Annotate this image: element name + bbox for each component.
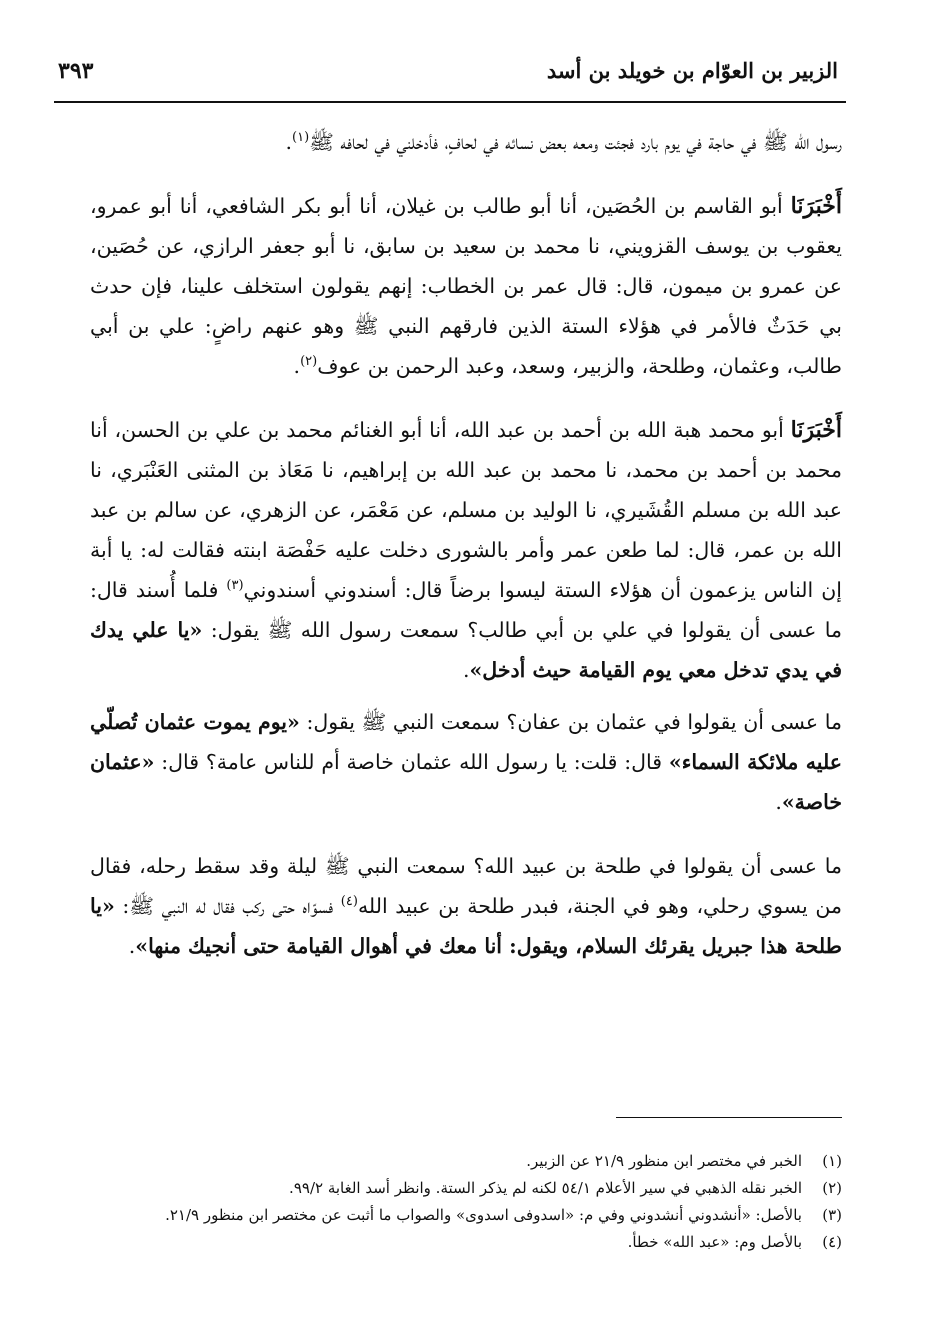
footnote-number: (٣) <box>822 1206 842 1224</box>
paragraph-4-body-1: ما عسى أن يقولوا في عثمان بن عفان؟ سمعت النبي ﷺ يقول: <box>306 710 842 734</box>
header-rule <box>54 101 846 103</box>
paragraph-3-body-1: أبو محمد هبة الله بن أحمد بن عبد الله، أنا أبو الغنائم محمد بن علي بن الحسن، أنا محمد بن أحمد بن محمد، نا محمد بن عبد الله بن إبراهيم، نا مَعَاذ بن المثنى العَنْبَري، نا عبد الله بن مسلم القُشَيري، نا الوليد بن مسلم، عن مَعْمَر، عن الزهري، عن سالم بن عبد الله بن عمر، قال: لما طعن عمر وأمر بالشورى دخلت عليه حَفْصَة ابنته فقالت له: يا أبة إن الناس يزعمون أن هؤلاء الستة ليسوا برضاً قال: أسندوني أسندوني <box>90 418 842 602</box>
footnote <box>90 1202 842 1229</box>
footnote-number: (٤) <box>822 1233 842 1251</box>
footnote-number: (١) <box>822 1152 842 1170</box>
paragraph-5 <box>90 846 842 966</box>
paragraph-3-tail: . <box>462 658 470 682</box>
footnote-rule <box>616 1117 842 1118</box>
footnote-text: بالأصل: «أنشدوني أنشدوني وفي م: «اسدوفى اسدوى» والصواب ما أثبت عن مختصر ابن منظور ٢١/٩. <box>165 1206 802 1224</box>
hadith-quote: «عثمان خاصة» <box>90 750 842 814</box>
paragraph-3-body-2: فلما أُسند قال: ما عسى أن يقولوا في علي بن أبي طالب؟ سمعت رسول الله ﷺ يقول: <box>90 578 842 642</box>
footnote-ref-1: (١) <box>292 130 310 146</box>
footnote-ref-4: (٤) <box>340 894 358 910</box>
akhbarana-lead: أَخْبَرَنَا <box>790 193 842 219</box>
paragraph-5-body-2: فسوّاه حتى ركب فقال له النبي ﷺ: <box>122 894 334 918</box>
paragraph-4 <box>90 702 842 822</box>
page-number: ٣٩٣ <box>58 58 94 84</box>
footnote-text: بالأصل وم: «عبد الله» خطأ. <box>627 1233 802 1251</box>
paragraph-5-body-1: ما عسى أن يقولوا في طلحة بن عبيد الله؟ سمعت النبي ﷺ ليلة وقد سقط رحله، فقال من يسوي رحلي، وهو في الجنة، فبدر طلحة بن عبيد الله <box>90 854 842 918</box>
hadith-quote: «يوم يموت عثمان تُصلّي عليه ملائكة السماء» <box>90 710 842 774</box>
footnotes <box>90 1148 842 1256</box>
footnote-ref-3: (٣) <box>226 578 244 594</box>
paragraph-1-body: رسول الله ﷺ في حاجة في يوم بارد فجئت ومعه بعض نسائه في لحافٍ، فأدخلني في لحافه ﷺ <box>309 130 842 154</box>
paragraph-4-body-2: قال: قلت: يا رسول الله عثمان خاصة أم للناس عامة؟ قال: <box>161 750 663 774</box>
paragraph-1-tail: . <box>285 130 292 154</box>
footnote-text: الخبر نقله الذهبي في سير الأعلام ٥٤/١ لكنه لم يذكر الستة. وانظر أسد الغابة ٩٩/٢. <box>289 1179 802 1197</box>
hadith-quote: «يا طلحة هذا جبريل يقرئك السلام، ويقول: أنا معك في أهوال القيامة حتى أنجيك منها» <box>90 894 842 958</box>
footnote-text: الخبر في مختصر ابن منظور ٢١/٩ عن الزبير. <box>526 1152 802 1170</box>
paragraph-4-tail: . <box>775 790 782 814</box>
running-title: الزبير بن العوّام بن خويلد بن أسد <box>546 58 838 83</box>
footnote <box>90 1148 842 1175</box>
hadith-quote: «يا علي يدك في يدي تدخل معي يوم القيامة حيث أدخل» <box>90 618 842 682</box>
paragraph-3 <box>90 410 842 690</box>
main-text <box>90 122 842 966</box>
paragraph-2-body: أبو القاسم بن الحُصَين، أنا أبو طالب بن غيلان، أنا أبو بكر الشافعي، أنا أبو عمرو، يعقوب بن يوسف القزويني، نا محمد بن سعيد بن سابق، نا أبو جعفر الرازي، عن حُصَين، عن عمرو بن ميمون، قال: قال عمر بن الخطاب: إنهم يقولون استخلف علينا، فإن حدث بي حَدَثٌ فالأمر في هؤلاء الستة الذين فارقهم النبي ﷺ وهو عنهم راضٍ: علي بن أبي طالب، وعثمان، وطلحة، والزبير، وسعد، وعبد الرحمن بن عوف <box>90 194 842 378</box>
akhbarana-lead: أَخْبَرَنَا <box>790 417 842 443</box>
paragraph-1 <box>90 122 842 162</box>
paragraph-2 <box>90 186 842 386</box>
footnote <box>90 1175 842 1202</box>
footnote <box>90 1229 842 1256</box>
paragraph-2-tail: . <box>293 354 301 378</box>
footnote-ref-2: (٢) <box>300 354 318 370</box>
paragraph-5-tail: . <box>128 934 136 958</box>
footnote-number: (٢) <box>822 1179 842 1197</box>
